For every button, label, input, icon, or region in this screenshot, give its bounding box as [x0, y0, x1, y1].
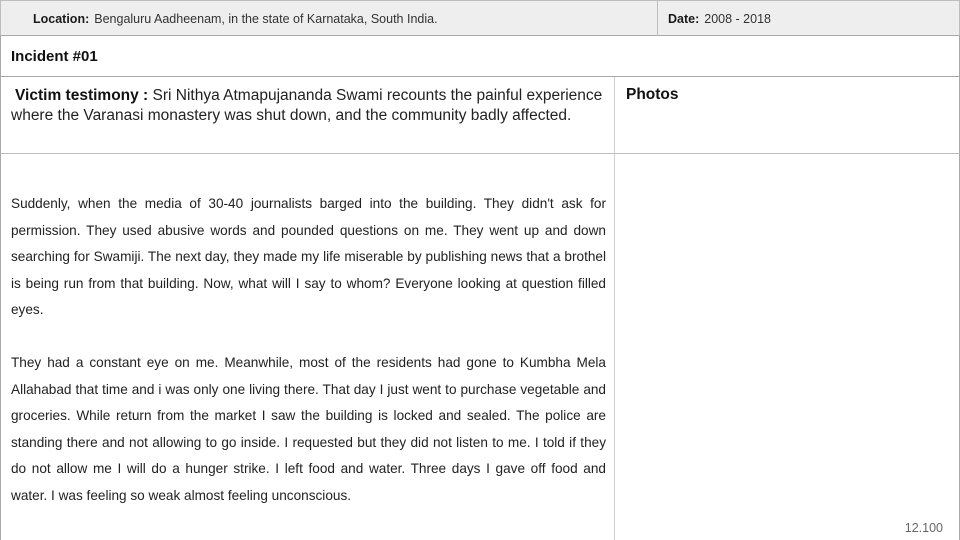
- photos-header: Photos: [626, 86, 679, 103]
- body-row: [0, 154, 960, 540]
- date-label: Date:: [668, 11, 700, 26]
- testimony-row: [0, 77, 960, 154]
- location-cell: [1, 1, 658, 36]
- location-label: Location:: [33, 11, 90, 26]
- story-paragraph-1: Suddenly, when the media of 30-40 journalists barged into the building. They didn't ask for permission. They used abusive words and pounded questions on me. They went up and down searching for Swamiji. The next day, they made my life miserable by publishing news that a brothel is being run from that building. Now, what will I say to whom? Everyone looking at question filled eyes.: [11, 196, 606, 317]
- incident-title: Incident #01: [0, 36, 960, 77]
- story-paragraph-2: They had a constant eye on me. Meanwhile, most of the residents had gone to Kumbha Mela Allahabad that time and i was only one living there. That day I just went to purchase vegetable and groceries. While return from the market I saw the building is locked and sealed. The police are standing there and not allowing to go inside. I requested but they did not listen to me. I told if they do not allow me I will do a hunger strike. I left food and water. Three days I gave off food and water. I was feeling so weak almost feeling unconscious.: [11, 355, 606, 503]
- testimony-label: Victim testimony :: [15, 87, 149, 104]
- testimony-summary: Sri Nithya Atmapujananda Swami recounts the painful experience where the Varanasi monastery was shut down, and the community badly affected.: [11, 87, 603, 124]
- testimony-cell: [1, 77, 615, 153]
- photo-area: [616, 154, 959, 540]
- paragraph-spacer: [11, 324, 606, 351]
- date-cell: [659, 1, 959, 36]
- story-cell: [1, 154, 615, 540]
- slide-number: 12.100: [904, 521, 943, 535]
- date-value: 2008 - 2018: [704, 11, 771, 26]
- location-value: Bengaluru Aadheenam, in the state of Karnataka, South India.: [94, 11, 438, 26]
- header-row: [0, 0, 960, 36]
